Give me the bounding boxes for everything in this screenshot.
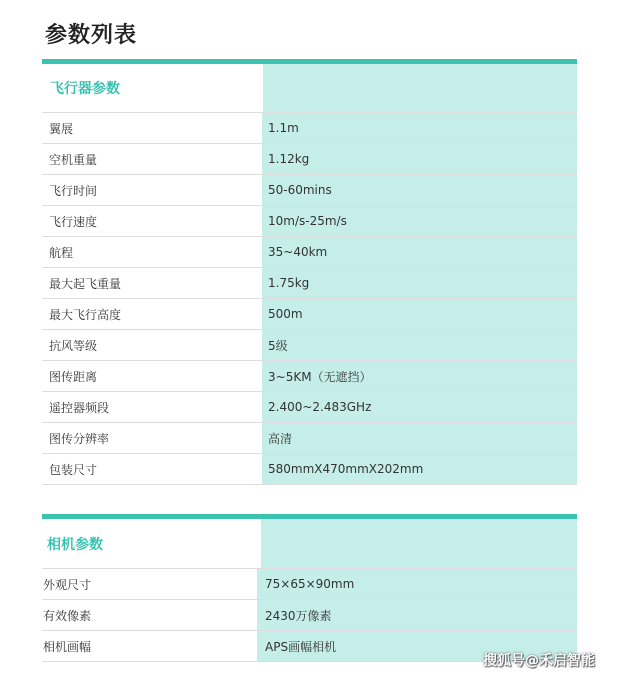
- table-row: [42, 392, 577, 423]
- section-title: 相机参数: [47, 536, 103, 553]
- param-value: 1.75kg: [262, 268, 577, 298]
- table-header-row: [42, 519, 577, 569]
- param-value: 35~40km: [262, 237, 577, 267]
- param-label: 最大飞行高度: [49, 307, 122, 322]
- param-value: 1.1m: [262, 113, 577, 143]
- param-value: 1.12kg: [262, 144, 577, 174]
- param-value: APS画幅相机: [257, 631, 577, 661]
- table-row: [42, 268, 577, 299]
- param-label: 外观尺寸: [43, 577, 92, 592]
- section-title: 飞行器参数: [50, 81, 120, 97]
- table-row: [42, 299, 577, 330]
- page-title: 参数列表: [45, 23, 138, 48]
- table-row: [42, 600, 577, 631]
- param-label: 空机重量: [49, 152, 98, 167]
- header-value-cell: [261, 519, 577, 568]
- param-label: 飞行时间: [49, 183, 98, 198]
- flight-params-table: [42, 59, 577, 485]
- param-value: 580mmX470mmX202mm: [262, 454, 577, 484]
- table-row: [42, 175, 577, 206]
- param-label: 抗风等级: [49, 338, 98, 353]
- table-header-row: [42, 64, 577, 113]
- param-value: 3~5KM（无遮挡）: [262, 361, 577, 391]
- table-row: [42, 113, 577, 144]
- param-label: 相机画幅: [43, 639, 92, 654]
- watermark: 搜狐号@禾启智能: [483, 653, 595, 669]
- param-value: 500m: [262, 299, 577, 329]
- param-value: 2430万像素: [257, 600, 577, 630]
- table-row: [42, 330, 577, 361]
- table-row: [42, 144, 577, 175]
- table-row: [42, 454, 577, 485]
- param-label: 翼展: [49, 121, 74, 136]
- param-value: 50-60mins: [262, 175, 577, 205]
- param-value: 2.400~2.483GHz: [262, 392, 577, 422]
- table-row: [42, 423, 577, 454]
- param-value: 5级: [262, 330, 577, 360]
- table-row: [42, 206, 577, 237]
- param-label: 航程: [49, 245, 74, 260]
- param-label: 飞行速度: [49, 214, 98, 229]
- table-row: [42, 361, 577, 392]
- header-value-cell: [263, 64, 577, 112]
- table-row: [42, 569, 577, 600]
- param-value: 10m/s-25m/s: [262, 206, 577, 236]
- table-row: [42, 237, 577, 268]
- param-label: 有效像素: [43, 608, 92, 623]
- camera-params-table: [42, 514, 577, 662]
- param-label: 图传距离: [49, 369, 98, 384]
- param-value: 高清: [262, 423, 577, 453]
- param-label: 图传分辨率: [49, 431, 110, 446]
- param-value: 75×65×90mm: [257, 569, 577, 599]
- param-label: 遥控器频段: [49, 400, 110, 415]
- param-label: 包装尺寸: [49, 462, 98, 477]
- param-label: 最大起飞重量: [49, 276, 122, 291]
